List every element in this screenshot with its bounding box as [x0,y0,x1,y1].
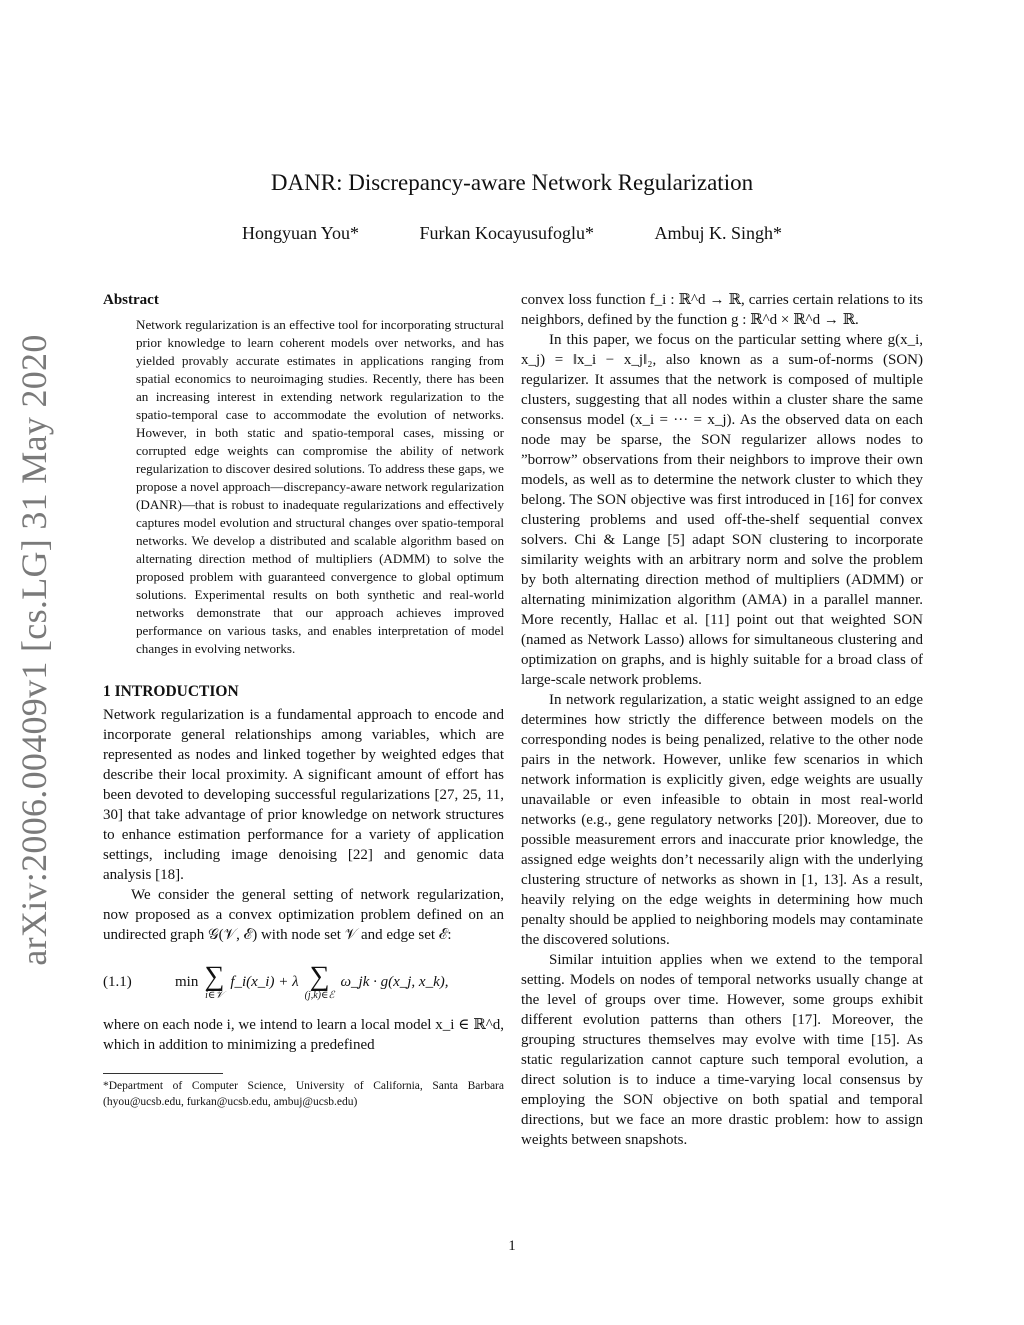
author-name: Ambuj K. Singh* [654,223,783,243]
sum-symbol: ∑ i∈𝒱 [204,961,225,1001]
sum-subscript: i∈𝒱 [205,990,224,1001]
intro-paragraph: We consider the general setting of network regularization, now proposed as a convex optimization problem defined on an undirected graph 𝒢(𝒱, ℰ) with node set 𝒱 and edge set ℰ: [103,887,504,943]
page-number: 1 [508,1238,516,1254]
footnote-rule [103,1073,223,1074]
body-paragraph: convex loss function f_i : ℝ^d → ℝ, carries certain relations to its neighbors, defined by the function g : ℝ^d × ℝ^d → ℝ. [521,292,923,328]
right-column [521,290,923,1150]
equation-term: ω_jk · g(x_j, x_k), [340,974,449,990]
abstract-heading: Abstract [103,292,159,308]
author-name: Furkan Kocayusufoglu* [419,223,594,243]
body-paragraph: In this paper, we focus on the particular setting where g(x_i, x_j) = ‖x_i − x_j‖₂, also known as a sum-of-norms (SON) regularizer. It assumes that the network is composed of multiple clusters, suggesting that all nodes within a cluster share the same consensus model (x_i = ··· = x_j). As the observed data on each node may be sparse, the SON regularizer allows nodes to ”borrow” observations from their neighbors to improve their own models, as well as to determine the network cluster to which they belong. The SON objective was first introduced in [16] for convex clustering problems and used off-the-shelf sequential convex solvers. Chi & Lange [5] adapt SON clustering to incorporate similarity weights with an arbitrary norm and solve the problem by both alternating direction method of multipliers (ADMM) or alternating minimization algorithm (AMA) in a parallel manner. More recently, Hallac et al. [11] point out that weighted SON (named as Network Lasso) allows for simultaneous clustering and optimization on graphs, and is highly suitable for a broad class of large-scale network problems. [521,332,923,688]
paper-title: DANR: Discrepancy-aware Network Regularization [270,170,754,195]
equation-label: (1.1) [103,974,132,990]
left-column [103,290,504,1110]
equation-term: f_i(x_i) + λ [230,974,299,990]
body-paragraph: Similar intuition applies when we extend to the temporal setting. Models on nodes of temporal networks usually change at the level of groups over time. However, some groups exhibit different evolution patterns than others [17]. Moreover, the grouping structures themselves may evolve with time [15]. As static regularization cannot capture such temporal evolution, a direct solution is to induce a time-varying local consensus by employing the SON objective on both spatial and temporal directions, but we face an more drastic problem: how to assign weights between snapshots. [521,952,923,1148]
intro-paragraph: where on each node i, we intend to learn a local model x_i ∈ ℝ^d, which in addition to minimizing a predefined [103,1017,504,1053]
footnote: *Department of Computer Science, University of California, Santa Barbara (hyou@ucsb.edu, furkan@ucsb.edu, ambuj@ucsb.edu) [103,1080,504,1108]
author-list [0,223,1024,244]
body-paragraph: In network regularization, a static weight assigned to an edge determines how strictly the difference between models on the corresponding nodes is being penalized, relative to the other node pairs in the network. However, unlike few scenarios in which network information is explicitly given, edge weights are usually unavailable or even infeasible to obtain in most real-world networks (e.g., gene regulatory networks [20]). Moreover, due to possible measurement errors and inaccurate prior knowledge, the assigned edge weights don’t necessarily align with the underlying clustering structure of networks as shown in [1, 13]. As a result, heavily relying on the edge weights in determining how much penalty should be applied to neighboring models may contaminate the discovered solutions. [521,692,923,948]
author-name: Hongyuan You* [241,223,360,243]
section-heading: 1 INTRODUCTION [103,683,239,700]
sum-symbol: ∑ (j,k)∈ℰ [304,961,335,1001]
abstract-text: Network regularization is an effective tool for incorporating structural prior knowledge to learn coherent models over networks, and has yielded provably accurate estimates in applications ranging from spatial economics to neuroimaging studies. Recently, there has been an increasing interest in extending network regularization to the spatio-temporal case to accommodate the evolution of networks. However, in both static and spatio-temporal cases, missing or corrupted edge weights can compromise the ability of network regularization to discover desired solutions. To address these gaps, we propose a novel approach—discrepancy-aware network regularization (DANR)—that is robust to inadequate regularizations and effectively captures model evolution and structural changes over spatio-temporal networks. We develop a distributed and scalable algorithm based on alternating direction method of multipliers (ADMM) to solve the proposed problem with guaranteed convergence to global optimum solutions. Experimental results on both synthetic and real-world networks demonstrate that our approach achieves improved performance on various tasks, and enables interpretation of model changes in evolving networks. [136,317,504,656]
arxiv-identifier: arXiv:2006.00409v1 [cs.LG] 31 May 2020 [14,334,54,966]
equation [103,949,504,1015]
sum-subscript: (j,k)∈ℰ [304,990,335,1001]
equation-min: min [175,974,199,990]
intro-paragraph: Network regularization is a fundamental approach to encode and incorporate general relationships among variables, which are represented as nodes and linked together by weighted edges that describe their local proximity. A significant amount of effort has been devoted to developing successful regularizations [27, 25, 11, 30] that take advantage of prior knowledge on network structures to enhance estimation performance for a variety of application settings, including image denoising [22] and genomic data analysis [18]. [103,707,504,883]
